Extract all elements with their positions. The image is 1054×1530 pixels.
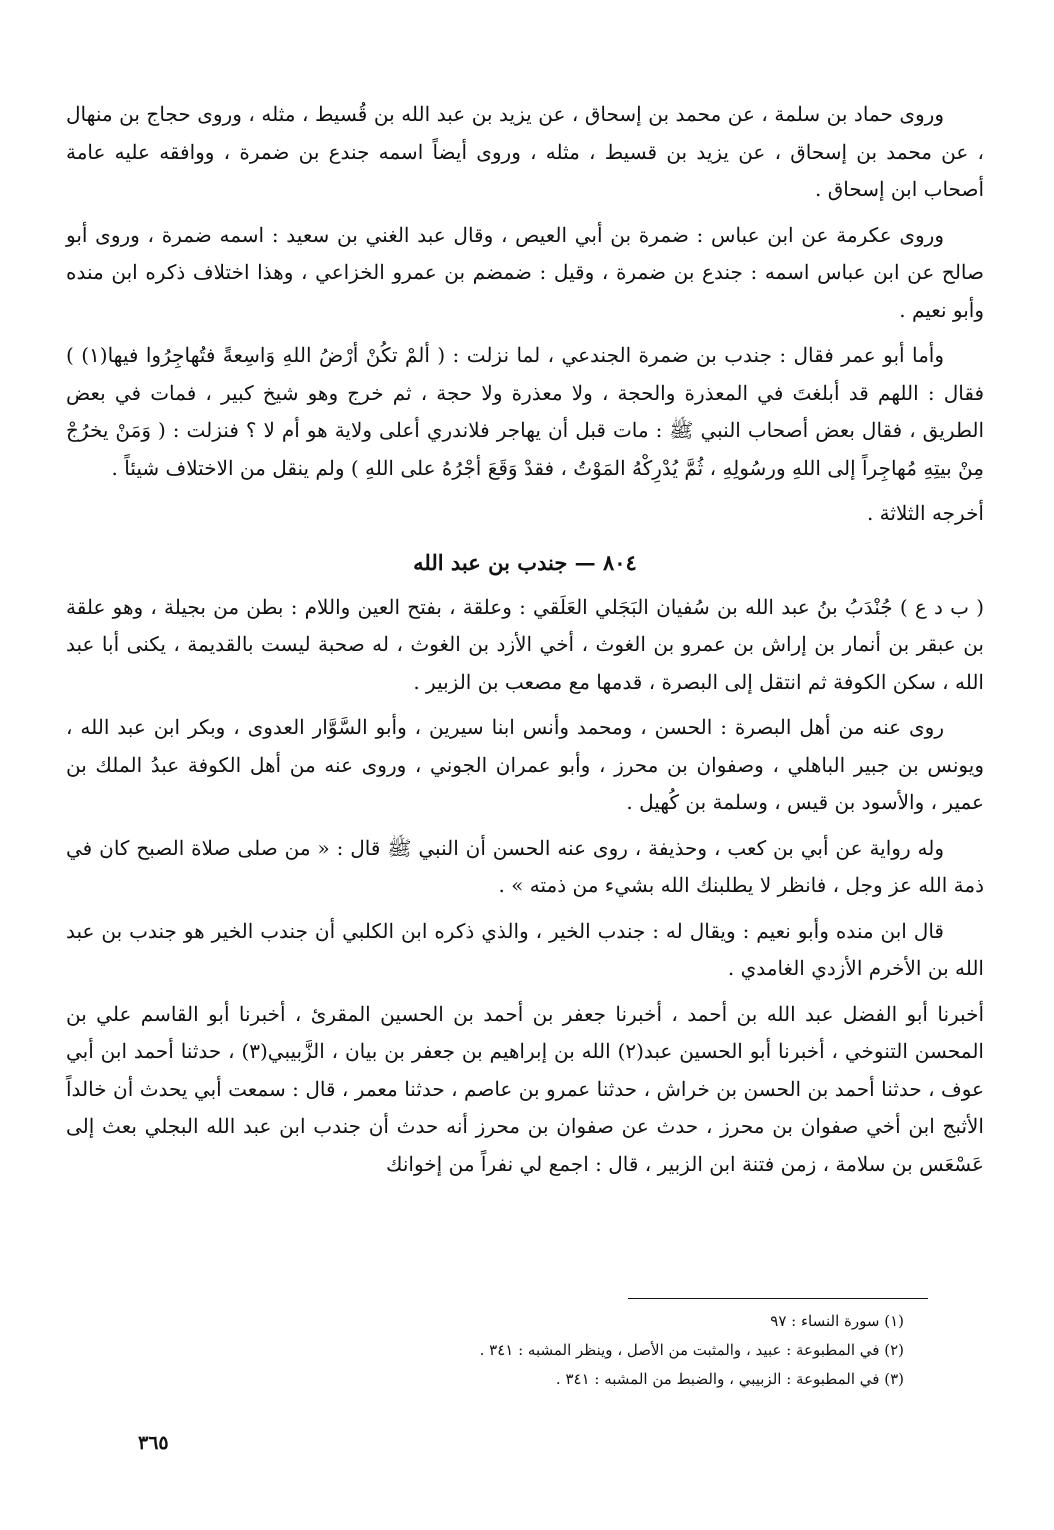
- footnotes: [204, 1307, 904, 1394]
- footnote-1: (١) سورة النساء : ٩٧: [770, 1312, 904, 1330]
- footnote-2: (٢) في المطبوعة : عبيد ، والمثبت من الأصل ، وينظر المشبه : ٣٤١ .: [479, 1341, 904, 1359]
- paragraph-abu-umar-account: وأما أبو عمر فقال : جندب بن ضمرة الجندعي ، لما نزلت : ( ألمْ تكُنْ أرْضُ اللهِ وَاسِعةً فتُهاجِرُوا فيها(١) ) فقال : اللهم قد أبلغتَ في المعذرة والحجة ، ولا معذرة ولا حجة ، ثم خرج وهو شيخ كبير ، فمات في بعض الطريق ، فقال بعض أصحاب النبي ﷺ : مات قبل أن يهاجر فلاندري أعلى ولاية هو أم لا ؟ فنزلت : ( وَمَنْ يخرُجْ مِنْ بيتِهِ مُهاجِراً إلى اللهِ ورسُولِهِ ، ثُمَّ يُدْرِكْهُ المَوْتُ ، فقدْ وَقَعَ أجْرُهُ على اللهِ ) ولم ينقل من الاختلاف شيئاً .: [66, 343, 984, 480]
- paragraph-hammad-narration: وروى حماد بن سلمة ، عن محمد بن إسحاق ، عن يزيد بن عبد الله بن قُسيط ، مثله ، وروى حجاج بن منهال ، عن محمد بن إسحاق ، عن يزيد بن قسيط ، مثله ، وروى أيضاً اسمه جندع بن ضمرة ، ووافقه عليه عامة أصحاب ابن إسحاق .: [66, 102, 984, 201]
- footnote-3: (٣) في المطبوعة : الزبيبي ، والضبط من المشبه : ٣٤١ .: [555, 1370, 904, 1388]
- paragraph-hadith: وله رواية عن أبي بن كعب ، وحذيفة ، روى عنه الحسن أن النبي ﷺ قال : « من صلى صلاة الصبح كان في ذمة الله عز وجل ، فانظر لا يطلبنك الله بشيء من ذمته » .: [66, 835, 984, 897]
- paragraph-name-note: قال ابن منده وأبو نعيم : ويقال له : جندب الخير ، والذي ذكره ابن الكلبي أن جندب الخير هو جندب بن عبد الله بن الأخرم الأزدي الغامدي .: [66, 918, 984, 980]
- paragraph-attribution: أخرجه الثلاثة .: [866, 501, 984, 525]
- page-number: ٣٦٥: [138, 1432, 169, 1454]
- paragraph-entry-intro: ( ب د ع ) جُنْدَبُ بنُ عبد الله بن سُفيان البَجَلي العَلَقي : وعلقة ، بفتح العين واللام : بطن من بجيلة ، وهو علقة بن عبقر بن أنمار بن إراش بن عمرو بن الغوث ، أخي الأزد بن الغوث ، له صحبة ليست بالقديمة ، يكنى أبا عبد الله ، سكن الكوفة ثم انتقل إلى البصرة ، قدمها مع مصعب بن الزبير .: [66, 594, 984, 694]
- entry-title: ٨٠٤ — جندب بن عبد الله: [413, 549, 637, 575]
- paragraph-isnad: أخبرنا أبو الفضل عبد الله بن أحمد ، أخبرنا جعفر بن أحمد بن الحسين المقرئ ، أخبرنا أبو القاسم علي بن المحسن التنوخي ، أخبرنا أبو الحسين عبد(٢) الله بن إبراهيم بن جعفر بن بيان ، الزَّبيبي(٣) ، حدثنا أحمد ابن أبي عوف ، حدثنا أحمد بن الحسن بن خراش ، حدثنا عمرو بن عاصم ، حدثنا معمر ، قال : سمعت أبي يحدث أن خالداً الأثبج ابن أخي صفوان بن محرز ، حدث عن صفوان بن محرز أنه حدث أن جندب ابن عبد الله البجلي بعث إلى عَسْعَس بن سلامة ، زمن فتنة ابن الزبير ، قال : اجمع لي نفراً من إخوانك: [66, 1001, 984, 1176]
- paragraph-ikrima-narration: وروى عكرمة عن ابن عباس : ضمرة بن أبي العيص ، وقال عبد الغني بن سعيد : اسمه ضمرة ، وروى أبو صالح عن ابن عباس اسمه : جندع بن ضمرة ، وقيل : ضمضم بن عمرو الخزاعي ، وهذا اختلاف ذكره ابن منده وأبو نعيم .: [66, 222, 984, 322]
- footnote-divider: [628, 1298, 928, 1299]
- paragraph-narrators: روى عنه من أهل البصرة : الحسن ، ومحمد وأنس ابنا سيرين ، وأبو السَّوَّار العدوى ، وبكر ابن عبد الله ، ويونس بن جبير الباهلي ، وصفوان بن محرز ، وأبو عمران الجوني ، وروى عنه من أهل الكوفة عبدُ الملك بن عمير ، والأسود بن قيس ، وسلمة بن كُهيل .: [66, 715, 984, 814]
